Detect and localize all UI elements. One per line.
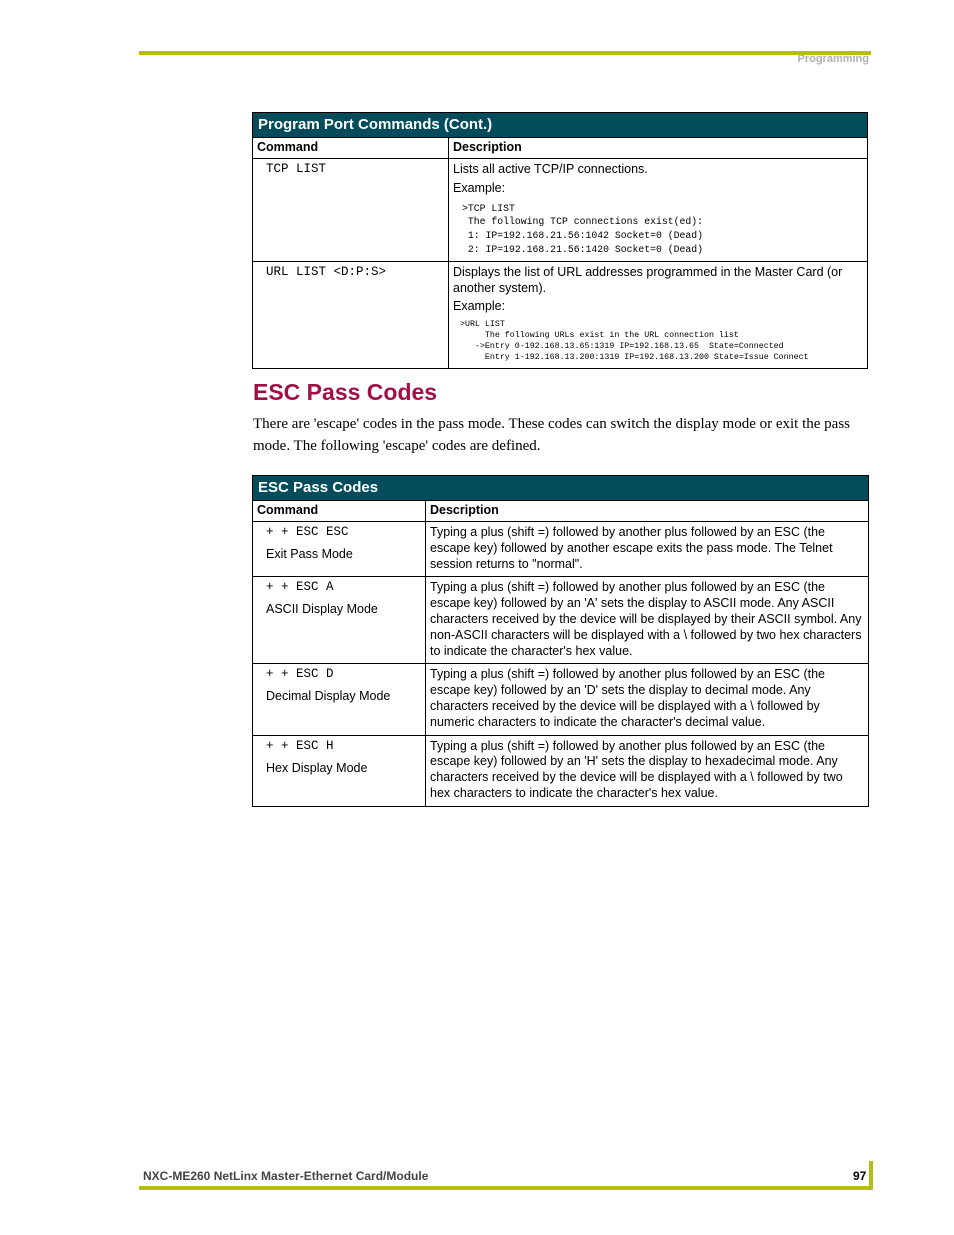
description-text: Typing a plus (shift =) followed by another plus followed by an ESC (the escape key) followed by an 'H' sets the display to hexadecimal mode. Any characters received by the device will be displayed with a \ followed by two hex characters to indicate the character's hex value.: [426, 735, 869, 806]
section-heading: ESC Pass Codes: [253, 379, 438, 405]
column-header-command: Command: [253, 501, 426, 522]
table-row: [253, 664, 869, 735]
command-text: URL LIST <D:P:S>: [266, 264, 387, 279]
mode-label: ASCII Display Mode: [266, 602, 378, 617]
esc-pass-codes-table: [252, 475, 869, 807]
mode-label: Hex Display Mode: [266, 760, 368, 775]
mode-label: Exit Pass Mode: [266, 547, 353, 561]
header-rule: [139, 51, 871, 55]
table-row: [253, 159, 868, 262]
description-text: Lists all active TCP/IP connections.: [453, 162, 648, 176]
example-label: Example:: [453, 299, 506, 314]
page-number: 97: [853, 1169, 867, 1183]
column-header-description: Description: [449, 138, 868, 159]
table-row: [253, 577, 869, 664]
command-text: + + ESC ESC: [266, 525, 349, 539]
table-title: ESC Pass Codes: [253, 476, 869, 501]
description-text: Displays the list of URL addresses programmed in the Master Card (or another system).: [453, 264, 843, 295]
intro-paragraph: There are 'escape' codes in the pass mode. These codes can switch the display mode or exit the pass mode. The following 'escape' codes are defined.: [253, 416, 851, 454]
column-header-description: Description: [426, 501, 869, 522]
table-title: Program Port Commands (Cont.): [253, 113, 868, 138]
description-text: Typing a plus (shift =) followed by another plus followed by an ESC (the escape key) followed by another escape exits the pass mode. The Telnet session returns to "normal".: [426, 522, 869, 577]
description-text: Typing a plus (shift =) followed by another plus followed by an ESC (the escape key) followed by an 'D' sets the display to decimal mode. Any characters received by the device will be displayed with a \ followed by numeric characters to indicate the character's decimal value.: [426, 664, 869, 735]
footer-rule: [139, 1186, 871, 1190]
description-text: Typing a plus (shift =) followed by another plus followed by an ESC (the escape key) followed by an 'A' sets the display to ASCII mode. Any ASCII characters received by the device will be displayed by their ASCII symbol. Any non-ASCII characters will be displayed with a \ followed by two hex characters to indicate the character's hex value.: [426, 577, 869, 664]
footer-document-title: NXC-ME260 NetLinx Master-Ethernet Card/Module: [143, 1169, 429, 1183]
example-code: >TCP LIST The following TCP connections exist(ed): 1: IP=192.168.21.56:1042 Socket=0 (Dead) 2: IP=192.168.21.56:1420 Socket=0 (Dead): [462, 202, 704, 255]
command-text: + + ESC D: [266, 667, 334, 682]
example-label: Example:: [453, 180, 506, 195]
example-code: >URL LIST The following URLs exist in the URL connection list ->Entry 0-192.168.13.65:1319 IP=192.168.13.65 State=Connected Entry 1-192.168.13.200:1319 IP=192.168.13.200 State=Issue Connect: [460, 320, 809, 362]
column-header-command: Command: [253, 138, 449, 159]
command-text: + + ESC H: [266, 738, 334, 753]
table-row: [253, 261, 868, 368]
section-label: Programming: [797, 53, 869, 65]
table-row: [253, 735, 869, 806]
command-text: + + ESC A: [266, 580, 334, 595]
program-port-commands-table: [252, 112, 868, 369]
command-text: TCP LIST: [266, 162, 327, 176]
table-row: [253, 522, 869, 577]
mode-label: Decimal Display Mode: [266, 689, 391, 704]
